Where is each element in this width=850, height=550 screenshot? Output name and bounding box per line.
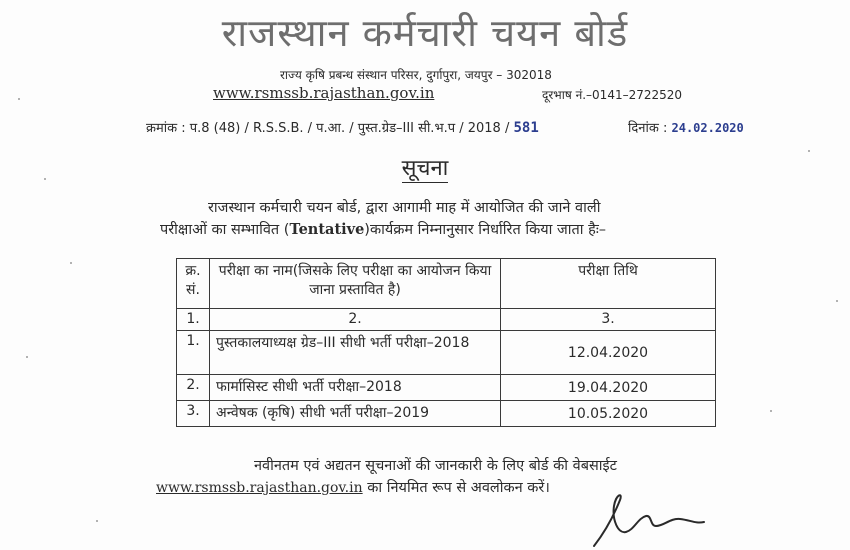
table-row <box>177 375 716 401</box>
paragraph-line-2-pre: परीक्षाओं का सम्भावित ( <box>160 222 290 238</box>
board-address: राज्य कृषि प्रबन्ध संस्थान परिसर, दुर्गापुरा, जयपुर – 302018 <box>280 68 552 82</box>
reference-line <box>146 118 539 136</box>
row-sno: 1. <box>177 331 210 375</box>
tentative-word: Tentative <box>289 221 365 238</box>
index-cell-3: 3. <box>501 309 716 331</box>
row-exam-name: अन्वेषक (कृषि) सीधी भर्ती परीक्षा–2019 <box>210 401 501 427</box>
date-label: दिनांक : <box>628 121 668 136</box>
table-index-row <box>177 309 716 331</box>
website-link[interactable]: www.rsmssb.rajasthan.gov.in <box>213 84 435 102</box>
scan-speck <box>96 520 98 522</box>
notice-date: 24.02.2020 <box>671 121 744 135</box>
header-exam-name: परीक्षा का नाम(जिसके लिए परीक्षा का आयोजन किया जाना प्रस्तावित है) <box>210 259 501 309</box>
phone-number: दूरभाष नं.–0141–2722520 <box>542 88 683 102</box>
paragraph-line-1: राजस्थान कर्मचारी चयन बोर्ड, द्वारा आगामी माह में आयोजित की जाने वाली <box>208 200 601 216</box>
reference-prefix: क्रमांक : प.8 (48) / R.S.S.B. / प.आ. / पुस्त.ग्रेड–III सी.भ.प / 2018 / <box>146 121 510 136</box>
notice-heading-text: सूचना <box>401 156 449 181</box>
exam-schedule-table <box>176 258 716 427</box>
row-exam-date: 19.04.2020 <box>501 375 716 401</box>
scan-speck <box>70 262 72 264</box>
notice-heading <box>0 152 850 182</box>
paragraph-line-2-post: )कार्यक्रम निम्नानुसार निर्धारित किया जाता हैः– <box>364 222 607 238</box>
signature-icon <box>590 488 710 550</box>
row-sno: 3. <box>177 401 210 427</box>
table-row <box>177 401 716 427</box>
signature-stroke <box>594 495 704 546</box>
footer-website-link[interactable]: www.rsmssb.rajasthan.gov.in <box>156 480 363 496</box>
notice-paragraph <box>160 197 720 241</box>
table-row <box>177 331 716 375</box>
footer-line-1: नवीनतम एवं अद्यतन सूचनाओं की जानकारी के लिए बोर्ड की वेबसाईट <box>254 458 617 474</box>
footer-line-2-post: का नियमित रूप से अवलोकन करें। <box>362 480 550 496</box>
date-line <box>628 118 744 136</box>
row-sno: 2. <box>177 375 210 401</box>
scan-speck <box>26 356 28 358</box>
row-exam-date: 12.04.2020 <box>501 331 716 375</box>
scan-speck <box>770 410 772 412</box>
paragraph-line-2 <box>160 219 720 241</box>
table-header-row <box>177 259 716 309</box>
row-exam-date: 10.05.2020 <box>501 401 716 427</box>
row-exam-name: पुस्तकालयाध्यक्ष ग्रेड–III सीधी भर्ती परीक्षा–2018 <box>210 331 501 375</box>
board-title: राजस्थान कर्मचारी चयन बोर्ड <box>221 11 629 55</box>
scan-speck <box>836 300 838 302</box>
reference-number: 581 <box>513 120 539 136</box>
row-exam-name: फार्मासिस्ट सीधी भर्ती परीक्षा–2018 <box>210 375 501 401</box>
index-cell-1: 1. <box>177 309 210 331</box>
index-cell-2: 2. <box>210 309 501 331</box>
header-exam-date: परीक्षा तिथि <box>501 259 716 309</box>
header-sno: क्र. सं. <box>177 259 210 309</box>
scan-speck <box>18 98 20 100</box>
